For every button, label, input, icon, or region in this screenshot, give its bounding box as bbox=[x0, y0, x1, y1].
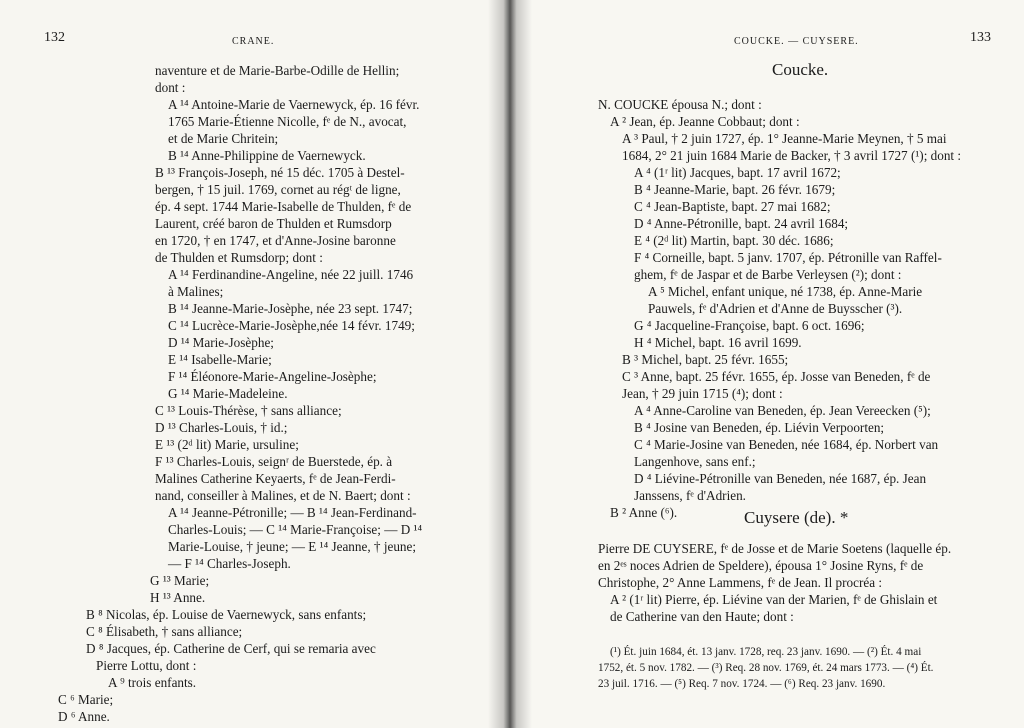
left-line: ép. 4 sept. 1744 Marie-Isabelle de Thulden, fᵉ de bbox=[155, 199, 412, 214]
right-line: A ² Jean, ép. Jeanne Cobbaut; dont : bbox=[610, 114, 800, 129]
left-line: et de Marie Chritein; bbox=[168, 131, 279, 146]
right-line: D ⁴ Anne-Pétronille, bapt. 24 avril 1684; bbox=[634, 216, 849, 231]
right-line: G ⁴ Jacqueline-Françoise, bapt. 6 oct. 1696; bbox=[634, 318, 865, 333]
left-line: naventure et de Marie-Barbe-Odille de Hellin; bbox=[155, 63, 400, 78]
right-line: E ⁴ (2ᵈ lit) Martin, bapt. 30 déc. 1686; bbox=[634, 233, 834, 248]
left-line: F ¹³ Charles-Louis, seignʳ de Buerstede, ép. à bbox=[155, 454, 393, 469]
left-line: A ¹⁴ Jeanne-Pétronille; — B ¹⁴ Jean-Ferdinand- bbox=[168, 505, 417, 520]
right-line: D ⁴ Liévine-Pétronille van Beneden, née 1687, ép. Jean bbox=[634, 471, 927, 486]
left-line: H ¹³ Anne. bbox=[150, 590, 206, 605]
right-running-head: COUCKE. — CUYSERE. bbox=[734, 36, 859, 47]
right-line: C ⁴ Jean-Baptiste, bapt. 27 mai 1682; bbox=[634, 199, 831, 214]
left-running-head: CRANE. bbox=[232, 36, 275, 47]
left-line: Malines Catherine Keyaerts, fᵉ de Jean-Ferdi- bbox=[155, 471, 396, 486]
left-line: A ¹⁴ Ferdinandine-Angeline, née 22 juill. 1746 bbox=[168, 267, 414, 282]
left-line: 1765 Marie-Étienne Nicolle, fᵉ de N., avocat, bbox=[168, 114, 407, 129]
left-line: B ¹⁴ Jeanne-Marie-Josèphe, née 23 sept. 1747; bbox=[168, 301, 413, 316]
left-page-number: 132 bbox=[44, 30, 65, 45]
right-page bbox=[512, 0, 1024, 728]
footnote-line: 1752, ét. 5 nov. 1782. — (³) Req. 28 nov. 1769, ét. 24 mars 1773. — (⁴) Ét. bbox=[598, 662, 934, 674]
right-line: N. COUCKE épousa N.; dont : bbox=[598, 97, 762, 112]
left-line: C ¹³ Louis-Thérèse, † sans alliance; bbox=[155, 403, 342, 418]
section-title-coucke: Coucke. bbox=[772, 60, 829, 79]
left-line: G ¹⁴ Marie-Madeleine. bbox=[168, 386, 288, 401]
right-line: A ⁵ Michel, enfant unique, né 1738, ép. Anne-Marie bbox=[648, 284, 923, 299]
right-line: de Catherine van den Haute; dont : bbox=[610, 609, 794, 624]
footnote-line: (¹) Ét. juin 1684, ét. 13 janv. 1728, req. 23 janv. 1690. — (²) Ét. 4 mai bbox=[610, 646, 922, 658]
right-line: B ³ Michel, bapt. 25 févr. 1655; bbox=[622, 352, 789, 367]
right-line: A ⁴ (1ʳ lit) Jacques, bapt. 17 avril 1672; bbox=[634, 165, 841, 180]
right-line: 1684, 2° 21 juin 1684 Marie de Backer, † 3 avril 1727 (¹); dont : bbox=[622, 148, 962, 163]
left-line: B ¹³ François-Joseph, né 15 déc. 1705 à Destel- bbox=[155, 165, 405, 180]
right-line: Pierre DE CUYSERE, fᵉ de Josse et de Marie Soetens (laquelle ép. bbox=[598, 541, 952, 556]
right-line: B ⁴ Josine van Beneden, ép. Liévin Verpoorten; bbox=[634, 420, 885, 435]
right-line: F ⁴ Corneille, bapt. 5 janv. 1707, ép. Pétronille van Raffel- bbox=[634, 250, 942, 265]
right-line: A ³ Paul, † 2 juin 1727, ép. 1° Jeanne-Marie Meynen, † 5 mai bbox=[622, 131, 947, 146]
left-line: en 1720, † en 1747, et d'Anne-Josine baronne bbox=[155, 233, 396, 248]
right-line: Pauwels, fᵉ d'Adrien et d'Anne de Buysscher (³). bbox=[648, 301, 903, 316]
left-line: nand, conseiller à Malines, et de N. Baert; dont : bbox=[155, 488, 411, 503]
right-line: Jean, † 29 juin 1715 (⁴); dont : bbox=[622, 386, 783, 401]
right-line: en 2ᵉˢ noces Adrien de Speldere), épousa 1° Josine Ryns, fᵉ de bbox=[598, 558, 924, 573]
right-line: Christophe, 2° Anne Lammens, fᵉ de Jean. Il procréa : bbox=[598, 575, 883, 590]
left-line: A ¹⁴ Antoine-Marie de Vaernewyck, ép. 16 févr. bbox=[168, 97, 420, 112]
left-line: Pierre Lottu, dont : bbox=[96, 658, 197, 673]
left-line: C ⁸ Élisabeth, † sans alliance; bbox=[86, 624, 243, 639]
left-line: E ¹⁴ Isabelle-Marie; bbox=[168, 352, 272, 367]
left-line: E ¹³ (2ᵈ lit) Marie, ursuline; bbox=[155, 437, 299, 452]
right-line: ghem, fᵉ de Jaspar et de Barbe Verleysen (²); dont : bbox=[634, 267, 902, 282]
left-line: D ¹⁴ Marie-Josèphe; bbox=[168, 335, 274, 350]
right-line: A ⁴ Anne-Caroline van Beneden, ép. Jean Vereecken (⁵); bbox=[634, 403, 931, 418]
left-line: Laurent, créé baron de Thulden et Rumsdorp bbox=[155, 216, 392, 231]
left-line: B ⁸ Nicolas, ép. Louise de Vaernewyck, sans enfants; bbox=[86, 607, 367, 622]
footnote-line: 23 juil. 1716. — (⁵) Req. 7 nov. 1724. — (⁶) Req. 23 janv. 1690. bbox=[598, 678, 886, 690]
left-page bbox=[0, 0, 510, 728]
left-line: C ¹⁴ Lucrèce-Marie-Josèphe,née 14 févr. 1749; bbox=[168, 318, 415, 333]
right-line: B ² Anne (⁶). bbox=[610, 505, 678, 520]
right-line: C ⁴ Marie-Josine van Beneden, née 1684, ép. Norbert van bbox=[634, 437, 939, 452]
right-line: H ⁴ Michel, bapt. 16 avril 1699. bbox=[634, 335, 802, 350]
left-line: Marie-Louise, † jeune; — E ¹⁴ Jeanne, † jeune; bbox=[168, 539, 417, 554]
right-line: B ⁴ Jeanne-Marie, bapt. 26 févr. 1679; bbox=[634, 182, 836, 197]
left-line: à Malines; bbox=[168, 284, 224, 299]
left-line: F ¹⁴ Éléonore-Marie-Angeline-Josèphe; bbox=[168, 369, 377, 384]
left-line: D ⁶ Anne. bbox=[58, 709, 110, 724]
left-line: Charles-Louis; — C ¹⁴ Marie-Françoise; — D ¹⁴ bbox=[168, 522, 423, 537]
left-line: bergen, † 15 juil. 1769, cornet au régᵗ de ligne, bbox=[155, 182, 401, 197]
left-line: D ¹³ Charles-Louis, † id.; bbox=[155, 420, 288, 435]
right-page-number: 133 bbox=[970, 30, 991, 45]
left-line: A ⁹ trois enfants. bbox=[108, 675, 197, 690]
section-title-cuysere: Cuysere (de). * bbox=[744, 508, 849, 527]
left-line: G ¹³ Marie; bbox=[150, 573, 210, 588]
book-gutter-shadow bbox=[488, 0, 532, 728]
right-line: A ² (1ʳ lit) Pierre, ép. Liévine van der Marien, fᵉ de Ghislain et bbox=[610, 592, 938, 607]
right-line: Janssens, fᵉ d'Adrien. bbox=[634, 488, 746, 503]
left-line: — F ¹⁴ Charles-Joseph. bbox=[168, 556, 291, 571]
left-line: C ⁶ Marie; bbox=[58, 692, 114, 707]
left-line: D ⁸ Jacques, ép. Catherine de Cerf, qui se remaria avec bbox=[86, 641, 376, 656]
right-line: C ³ Anne, bapt. 25 févr. 1655, ép. Josse van Beneden, fᵉ de bbox=[622, 369, 931, 384]
left-line: dont : bbox=[155, 80, 186, 95]
left-line: B ¹⁴ Anne-Philippine de Vaernewyck. bbox=[168, 148, 366, 163]
right-line: Langenhove, sans enf.; bbox=[634, 454, 756, 469]
left-line: de Thulden et Rumsdorp; dont : bbox=[155, 250, 323, 265]
